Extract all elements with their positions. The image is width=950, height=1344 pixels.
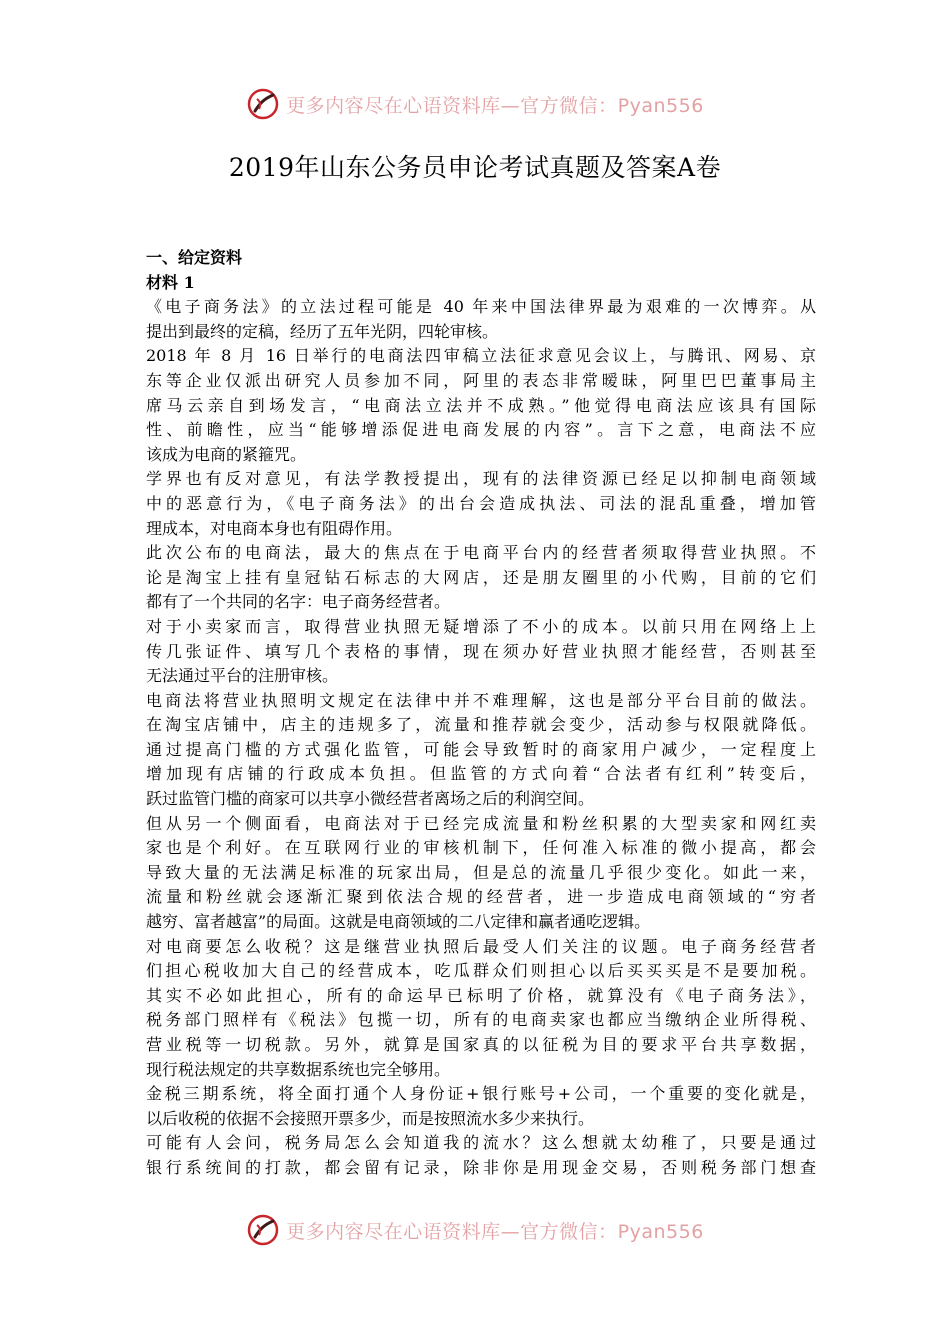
paragraph [146, 344, 816, 467]
text-line: 家也是个利好。在互联网行业的审核机制下，任何准入标准的微小提高，都会 [146, 838, 816, 858]
text-line: 在淘宝店铺中，店主的违规多了，流量和推荐就会变少，活动参与权限就降低。 [146, 715, 816, 735]
text-line: 学界也有反对意见，有法学教授提出，现有的法律资源已经足以抑制电商领域 [146, 469, 816, 489]
text-line: 其实不必如此担心，所有的命运早已标明了价格，就算没有《电子商务法》， [146, 985, 816, 1005]
text-line: 性、前瞻性，应当“能够增添促进电商发展的内容”。言下之意，电商法不应 [146, 420, 816, 440]
text-line: 以后收税的依据不会接照开票多少，而是按照流水多少来执行。 [146, 1108, 595, 1128]
paragraph [146, 467, 816, 541]
footer-banner-text: 更多内容尽在心语资料库—官方微信：Pyan556 [286, 1220, 704, 1243]
text-line: 营业税等一切税款。另外，就算是国家真的以征税为目的要求平台共享数据， [146, 1035, 816, 1054]
paragraph [146, 615, 816, 689]
text-line: 越穷、富者越富”的局面。这就是电商领域的二八定律和赢者通吃逻辑。 [146, 912, 651, 932]
text-line: 理成本，对电商本身也有阻碍作用。 [146, 518, 403, 538]
text-line: 中的恶意行为，《电子商务法》的出台会造成执法、司法的混乱重叠，增加管 [146, 493, 816, 513]
text-line: 该成为电商的紧箍咒。 [146, 444, 307, 464]
text-line: 通过提高门槛的方式强化监管，可能会导致暂时的商家用户减少，一定程度上 [146, 739, 816, 759]
paragraph [146, 295, 816, 344]
text-line: 东等企业仅派出研究人员参加不同，阿里的表态非常暧昧，阿里巴巴董事局主 [146, 370, 816, 390]
page-title: 2019年山东公务员申论考试真题及答案A卷 [228, 153, 722, 182]
paragraph [146, 935, 816, 1083]
text-line: 导致大量的无法满足标准的玩家出局，但是总的流量几乎很少变化。如此一来， [146, 862, 816, 882]
section-heading: 一、给定资料 [146, 248, 243, 267]
text-line: 流量和粉丝就会逐渐汇聚到依法合规的经营者，进一步造成电商领域的“穷者 [146, 887, 816, 907]
text-line: 无法通过平台的注册审核。 [146, 666, 339, 686]
paragraph [146, 1131, 816, 1180]
text-line: 席马云亲自到场发言，“电商法立法并不成熟。”他觉得电商法应该具有国际 [146, 395, 816, 415]
document-body [146, 246, 816, 1181]
paragraph-list [146, 295, 816, 1180]
text-line: 此次公布的电商法，最大的焦点在于电商平台内的经营者须取得营业执照。不 [146, 543, 816, 563]
paragraph [146, 812, 816, 935]
text-line: 论是淘宝上挂有皇冠钻石标志的大网店，还是朋友圈里的小代购，目前的它们 [146, 567, 816, 587]
text-line: 们担心税收加大自己的经营成本，吃瓜群众们则担心以后买买买是不是要加税。 [146, 961, 816, 981]
text-line: 银行系统间的打款，都会留有记录，除非你是用现金交易，否则税务部门想查 [146, 1157, 816, 1177]
text-line: 可能有人会问，税务局怎么会知道我的流水？这么想就太幼稚了，只要是通过 [146, 1133, 816, 1153]
text-line: 对于小卖家而言，取得营业执照无疑增添了不小的成本。以前只用在网络上上 [146, 616, 816, 636]
material-label: 材料 1 [146, 272, 195, 292]
text-line: 税务部门照样有《税法》包揽一切，所有的电商卖家也都应当缴纳企业所得税、 [146, 1010, 816, 1030]
text-line: 电商法将营业执照明文规定在法律中并不难理解，这也是部分平台目前的做法。 [146, 690, 816, 710]
text-line: 金税三期系统，将全面打通个人身份证+银行账号+公司，一个重要的变化就是， [146, 1084, 816, 1104]
paragraph [146, 541, 816, 615]
text-line: 但从另一个侧面看，电商法对于已经完成流量和粉丝积累的大型卖家和网红卖 [146, 813, 816, 833]
text-line: 增加现有店铺的行政成本负担。但监管的方式向着“合法者有红利”转变后， [146, 764, 816, 784]
text-line: 跃过监管门槛的商家可以共享小微经营者离场之后的利润空间。 [146, 789, 595, 809]
text-line: 提出到最终的定稿，经历了五年光阴，四轮审核。 [146, 321, 499, 341]
text-line: 传几张证件、填写几个表格的事情，现在须办好营业执照才能经营，否则甚至 [146, 641, 816, 661]
text-line: 《电子商务法》的立法过程可能是 40 年来中国法律界最为艰难的一次博弈。从 [146, 297, 816, 317]
header-banner-text: 更多内容尽在心语资料库—官方微信：Pyan556 [286, 94, 704, 117]
logo-icon [246, 87, 280, 121]
paragraph [146, 689, 816, 812]
text-line: 对电商要怎么收税？这是继营业执照后最受人们关注的议题。电子商务经营者 [146, 936, 816, 956]
logo-icon [246, 1213, 280, 1247]
text-line: 都有了一个共同的名字：电子商务经营者。 [146, 592, 451, 612]
text-line: 2018 年 8 月 16 日举行的电商法四审稿立法征求意见会议上，与腾讯、网易、京 [146, 346, 816, 366]
text-line: 现行税法规定的共享数据系统也完全够用。 [146, 1059, 451, 1079]
paragraph [146, 1082, 816, 1131]
header-banner [0, 84, 950, 124]
footer-banner [0, 1210, 950, 1250]
